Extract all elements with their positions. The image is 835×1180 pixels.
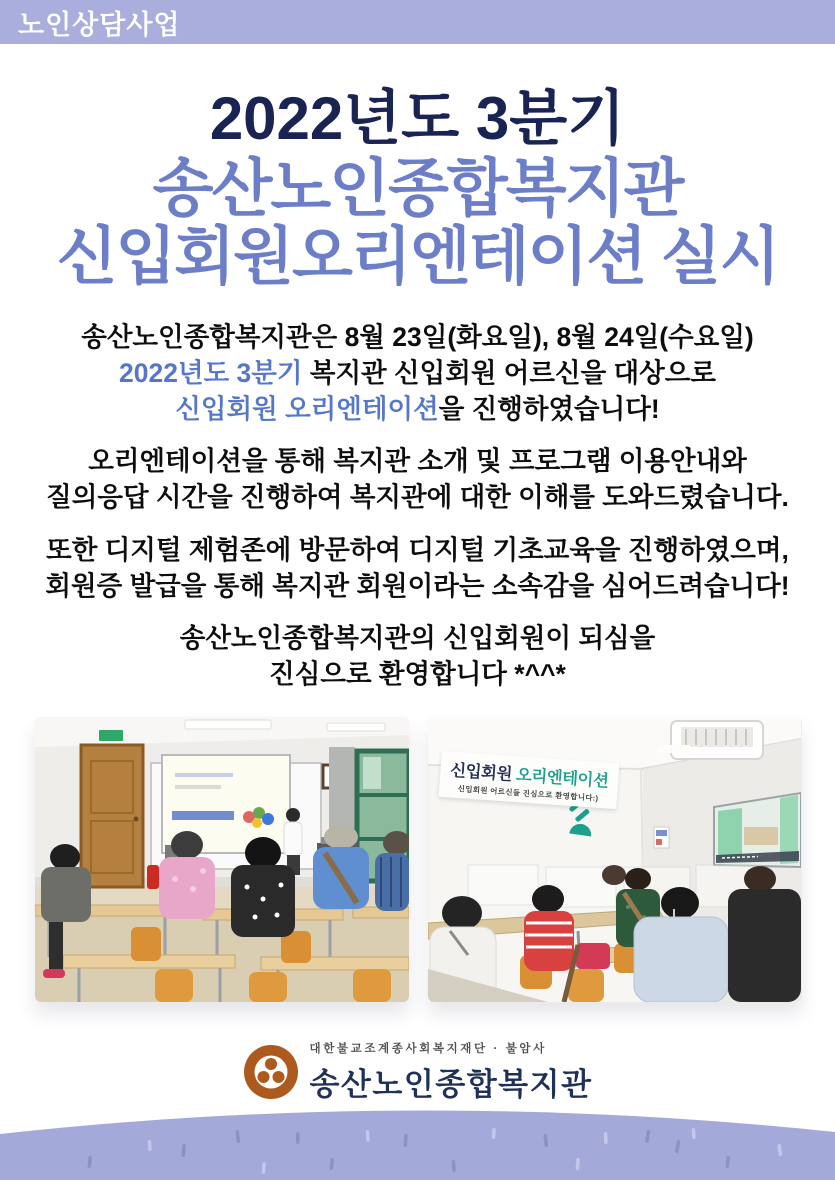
org-logo <box>0 1040 835 1104</box>
photo-orientation-lecture <box>35 717 409 1002</box>
p1-line2-rest: 복지관 신입회원 어르신을 대상으로 <box>302 357 716 388</box>
org-center-name: 송산노인종합복지관 <box>309 1067 593 1102</box>
classroom-lecture-illustration <box>35 717 409 1002</box>
paragraph-3 <box>0 533 835 605</box>
three-jewels-logo-icon <box>242 1043 300 1101</box>
org-foundation-name: 대한불교조계종사회복지재단 · 불암사 <box>309 1043 547 1055</box>
p1-line1: 송산노인종합복지관은 8월 23일(화요일), 8월 24일(수요일) <box>81 322 754 352</box>
title-line-3: 신입회원오리엔테이션 실시 <box>56 221 779 292</box>
paragraph-1 <box>0 320 835 427</box>
p1-line3-rest: 을 진행하였습니다! <box>438 393 660 424</box>
p3-line2: 회원증 발급을 통해 복지관 회원이라는 소속감을 심어드려습니다! <box>45 570 790 601</box>
photo-orientation-video <box>428 717 802 1002</box>
body-copy <box>0 320 835 710</box>
p1-line3-highlight: 신입회원 오리엔테이션 <box>175 393 439 424</box>
photo-banner-subtitle: 신입회원 어르신들 진심으로 환영합니다:) <box>457 784 599 803</box>
title-line-1: 2022년도 3분기 <box>209 85 626 152</box>
main-title <box>0 84 835 291</box>
p4-line2: 진심으로 환영합니다 *^^* <box>269 659 566 690</box>
p2-line2: 질의응답 시간을 진행하여 복지관에 대한 이해를 도와드렸습니다. <box>46 482 789 513</box>
photo-row <box>35 717 802 1002</box>
org-logo-text <box>309 1040 592 1104</box>
photo-banner-title-dark: 신입회원 <box>449 761 513 784</box>
p4-line1: 송산노인종합복지관의 신입회원이 되심을 <box>179 623 656 654</box>
top-banner <box>0 0 835 44</box>
p3-line1: 또한 디지털 제험존에 방문하여 디지털 기초교육을 진행하였으며, <box>46 534 789 565</box>
p2-line1: 오리엔테이션을 통해 복지관 소개 및 프로그램 이용안내와 <box>88 446 747 477</box>
paragraph-2 <box>0 444 835 516</box>
top-banner-label: 노인상담사업 <box>18 9 181 40</box>
photo-banner-title-teal: 오리엔테이션 <box>511 765 609 791</box>
paragraph-4 <box>0 621 835 693</box>
title-line-2: 송산노인종합복지관 <box>152 153 683 224</box>
p1-line2-highlight: 2022년도 3분기 <box>119 357 303 388</box>
bottom-wave-decoration <box>0 1100 835 1180</box>
